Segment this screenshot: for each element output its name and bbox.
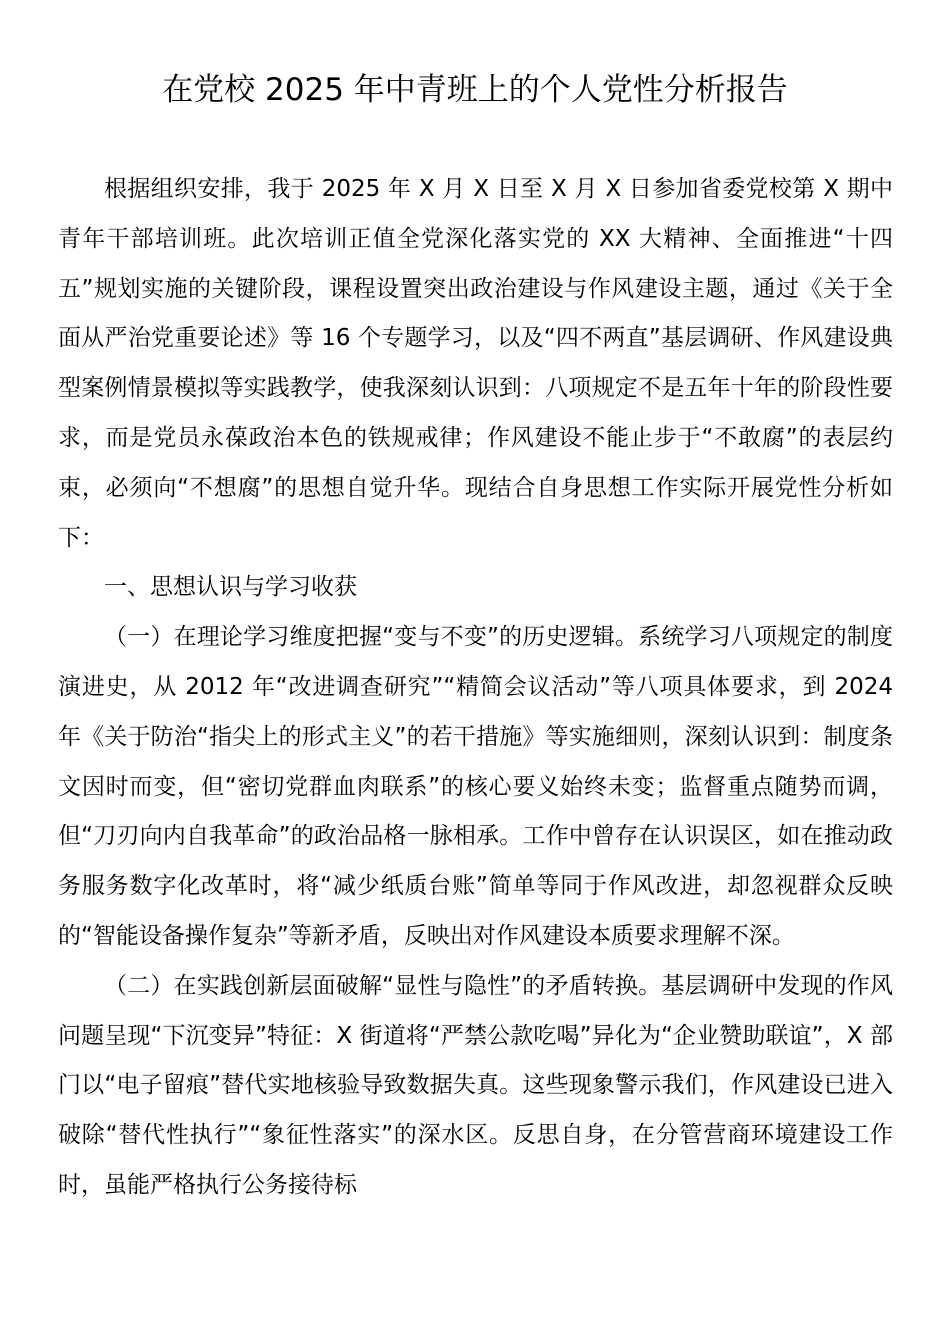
document-body — [58, 165, 893, 1211]
section-1-paragraph-1: （一）在理论学习维度把握“变与不变”的历史逻辑。系统学习八项规定的制度演进史，从 2012 年“改进调查研究”“精简会议活动”等八项具体要求，到 2024 年《关于防治“指尖上的形式主义”的若干措施》等实施细则，深刻认识到：制度条文因时而变，但“密切党群血肉联系”的核心要义始终未变；监督重点随势而调，但“刀刃向内自我革命”的政治品格一脉相承。工作中曾存在认识误区，如在推动政务服务数字化改革时，将“减少纸质台账”简单等同于作风改进，却忽视群众反映的“智能设备操作复杂”等新矛盾，反映出对作风建设本质要求理解不深。 — [58, 624, 893, 949]
document-title: 在党校 2025 年中青班上的个人党性分析报告 — [162, 72, 788, 108]
section-1-paragraph-2: （二）在实践创新层面破解“显性与隐性”的矛盾转换。基层调研中发现的作风问题呈现“下沉变异”特征：X 街道将“严禁公款吃喝”异化为“企业赞助联谊”，X 部门以“电子留痕”替代实地核验导致数据失真。这些现象警示我们，作风建设已进入破除“替代性执行”“象征性落实”的深水区。反思自身，在分管营商环境建设工作时，虽能严格执行公务接待标 — [58, 972, 893, 1198]
intro-paragraph: 根据组织安排，我于 2025 年 X 月 X 日至 X 月 X 日参加省委党校第 X 期中青年干部培训班。此次培训正值全党深化落实党的 XX 大精神、全面推进“十四五”规划实施的关键阶段，课程设置突出政治建设与作风建设主题，通过《关于全面从严治党重要论述》等 16 个专题学习，以及“四不两直”基层调研、作风建设典型案例情景模拟等实践教学，使我深刻认识到：八项规定不是五年十年的阶段性要求，而是党员永葆政治本色的铁规戒律；作风建设不能止步于“不敢腐”的表层约束，必须向“不想腐”的思想自觉升华。现结合自身思想工作实际开展党性分析如下： — [58, 176, 893, 551]
section-heading-1: 一、思想认识与学习收获 — [104, 574, 357, 601]
